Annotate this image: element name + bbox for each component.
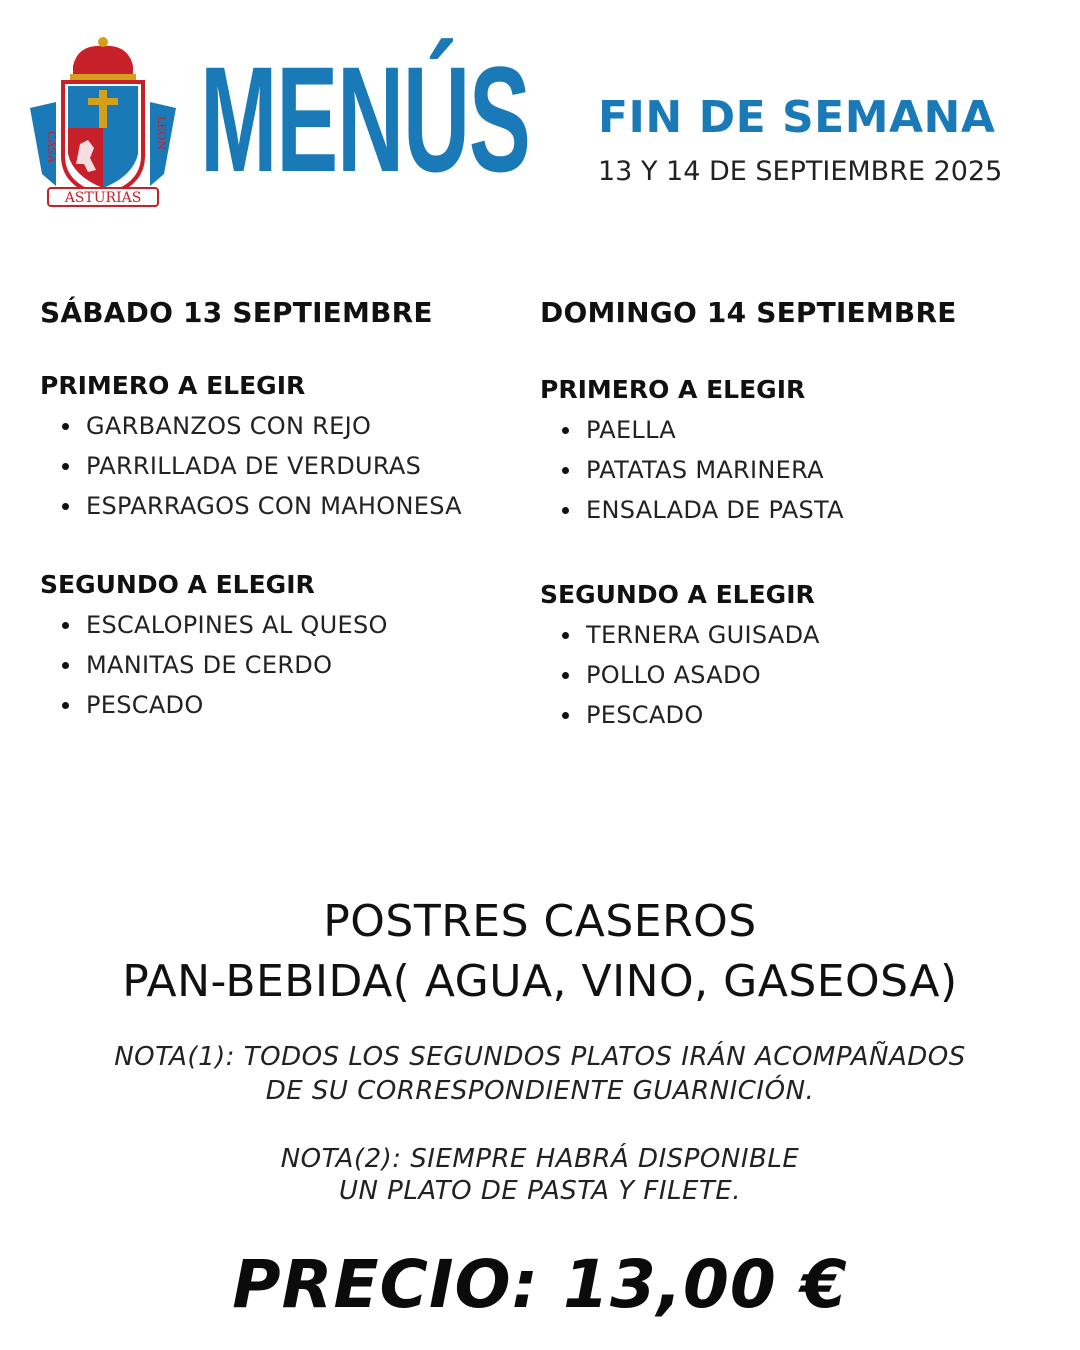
- day-title: DOMINGO 14 SEPTIEMBRE: [540, 296, 957, 329]
- list-item: MANITAS DE CERDO: [40, 645, 540, 685]
- list-item: POLLO ASADO: [540, 655, 1040, 695]
- day-title: SÁBADO 13 SEPTIEMBRE: [40, 296, 433, 329]
- date-range: 13 Y 14 DE SEPTIEMBRE 2025: [598, 156, 1003, 187]
- crown-icon: [70, 37, 136, 80]
- sunday-menu: [540, 296, 1040, 735]
- list-item: ENSALADA DE PASTA: [540, 490, 1040, 530]
- note-1-line-1: NOTA(1): TODOS LOS SEGUNDOS PLATOS IRÁN ACOMPAÑADOS: [114, 1042, 966, 1072]
- list-item: PESCADO: [40, 685, 540, 725]
- page-subtitle: FIN DE SEMANA: [598, 92, 996, 143]
- casa-de-asturias-logo: [28, 36, 178, 211]
- first-course-list: [40, 406, 540, 526]
- list-item: PATATAS MARINERA: [540, 450, 1040, 490]
- note-2-line-1: NOTA(2): SIEMPRE HABRÁ DISPONIBLE: [280, 1144, 800, 1174]
- note-1-line-2: DE SU CORRESPONDIENTE GUARNICIÓN.: [265, 1076, 815, 1106]
- saturday-menu: [40, 296, 540, 725]
- svg-text:CASA: CASA: [45, 131, 58, 163]
- page-title: MENÚS: [200, 35, 530, 203]
- section-title: PRIMERO A ELEGIR: [40, 371, 306, 400]
- drinks-line: PAN-BEBIDA( AGUA, VINO, GASEOSA): [122, 956, 958, 1007]
- desserts-line: POSTRES CASEROS: [323, 896, 757, 947]
- list-item: TERNERA GUISADA: [540, 615, 1040, 655]
- list-item: GARBANZOS CON REJO: [40, 406, 540, 446]
- section-title: SEGUNDO A ELEGIR: [540, 580, 815, 609]
- svg-text:ASTURIAS: ASTURIAS: [64, 190, 142, 206]
- section-title: SEGUNDO A ELEGIR: [40, 570, 315, 599]
- list-item: PARRILLADA DE VERDURAS: [40, 446, 540, 486]
- price: PRECIO: 13,00 €: [232, 1246, 848, 1323]
- note-2-line-2: UN PLATO DE PASTA Y FILETE.: [338, 1176, 742, 1206]
- svg-text:LEON: LEON: [155, 116, 168, 150]
- list-item: ESPARRAGOS CON MAHONESA: [40, 486, 540, 526]
- first-course-list: [540, 410, 1040, 530]
- second-course-list: [40, 605, 540, 725]
- list-item: ESCALOPINES AL QUESO: [40, 605, 540, 645]
- list-item: PESCADO: [540, 695, 1040, 735]
- second-course-list: [540, 615, 1040, 735]
- section-title: PRIMERO A ELEGIR: [540, 375, 806, 404]
- list-item: PAELLA: [540, 410, 1040, 450]
